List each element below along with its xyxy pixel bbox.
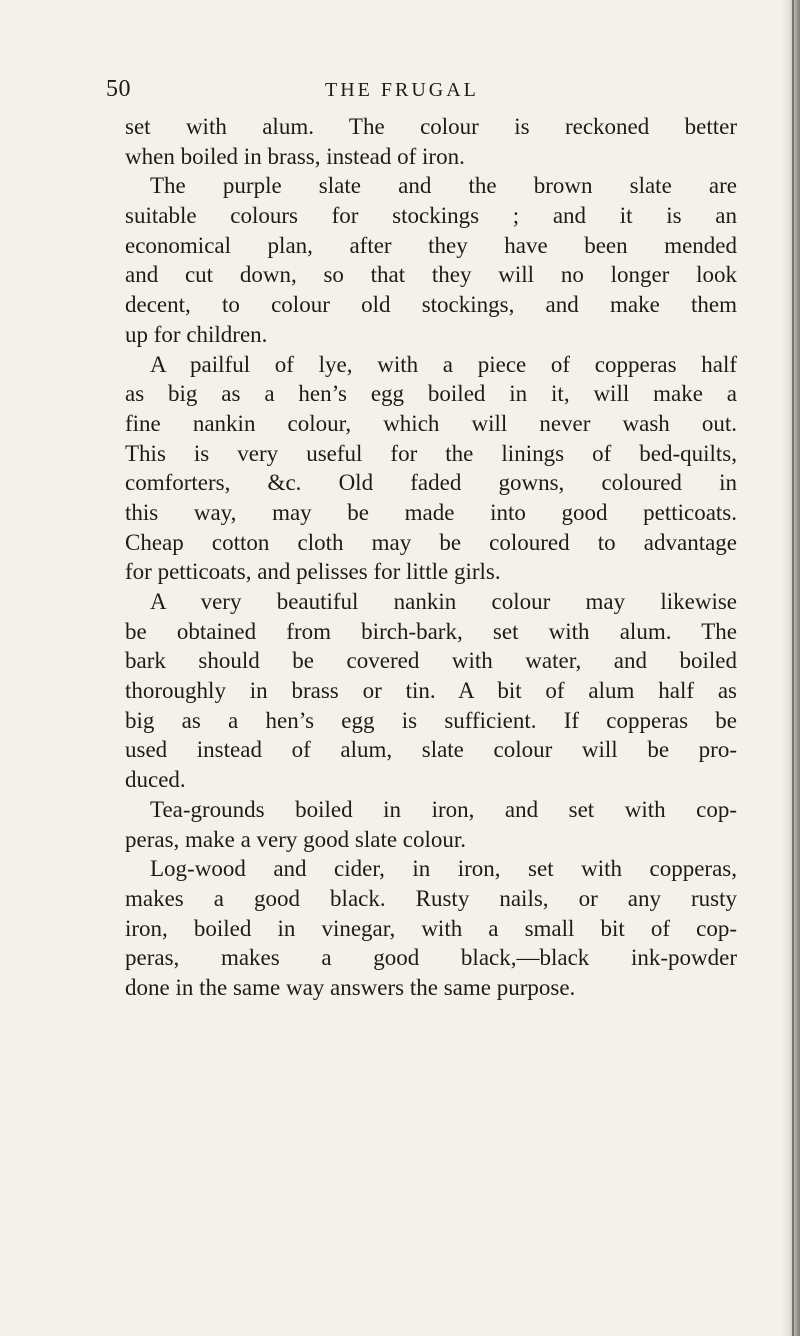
text-line: set with alum. The colour is reckoned better <box>125 114 737 139</box>
text-line: makes a good black. Rusty nails, or any rusty <box>125 885 737 911</box>
text-line: when boiled in brass, instead of iron. <box>125 143 465 169</box>
text-line: Tea-grounds boiled in iron, and set with cop- <box>150 796 737 822</box>
text-line: for petticoats, and pelisses for little girls. <box>125 559 501 585</box>
page-gutter-shadow <box>782 0 800 1336</box>
text-line: duced. <box>125 767 186 793</box>
text-line: iron, boiled in vinegar, with a small bit of cop- <box>125 915 737 941</box>
text-line: big as a hen’s egg is sufficient. If copperas be <box>125 707 737 733</box>
text-line: Cheap cotton cloth may be coloured to advantage <box>125 529 737 555</box>
text-line: this way, may be made into good petticoats. <box>125 499 737 525</box>
text-line: This is very useful for the linings of bed-quilts, <box>125 440 737 466</box>
text-line: up for children. <box>125 321 268 347</box>
text-line: suitable colours for stockings ; and it is an <box>125 203 737 229</box>
text-line: bark should be covered with water, and boiled <box>125 648 737 674</box>
text-line: used instead of alum, slate colour will be pro- <box>125 737 737 763</box>
text-line: A pailful of lye, with a piece of copperas half <box>150 351 737 377</box>
text-line: decent, to colour old stockings, and make them <box>125 292 737 318</box>
text-line: Log-wood and cider, in iron, set with copperas, <box>150 856 737 882</box>
text-line: The purple slate and the brown slate are <box>150 173 737 199</box>
text-line: done in the same way answers the same purpose. <box>125 974 576 1000</box>
page-number: 50 <box>106 76 131 102</box>
text-line: fine nankin colour, which will never wash out. <box>125 410 737 436</box>
text-line: and cut down, so that they will no longer look <box>125 262 737 288</box>
running-title: THE FRUGAL <box>325 79 479 101</box>
text-line: peras, makes a good black,—black ink-powder <box>125 945 737 971</box>
text-line: economical plan, after they have been mended <box>125 232 737 258</box>
text-line: comforters, &c. Old faded gowns, coloured in <box>125 470 737 496</box>
text-line: thoroughly in brass or tin. A bit of alum half as <box>125 678 737 704</box>
text-line: peras, make a very good slate colour. <box>125 826 467 852</box>
text-line: as big as a hen’s egg boiled in it, will make a <box>125 381 737 407</box>
running-head <box>0 76 800 108</box>
text-line: A very beautiful nankin colour may likewise <box>150 589 737 614</box>
text-line: be obtained from birch-bark, set with alum. The <box>125 618 737 644</box>
page-edge-line <box>792 0 794 1336</box>
body-text <box>125 112 737 1003</box>
